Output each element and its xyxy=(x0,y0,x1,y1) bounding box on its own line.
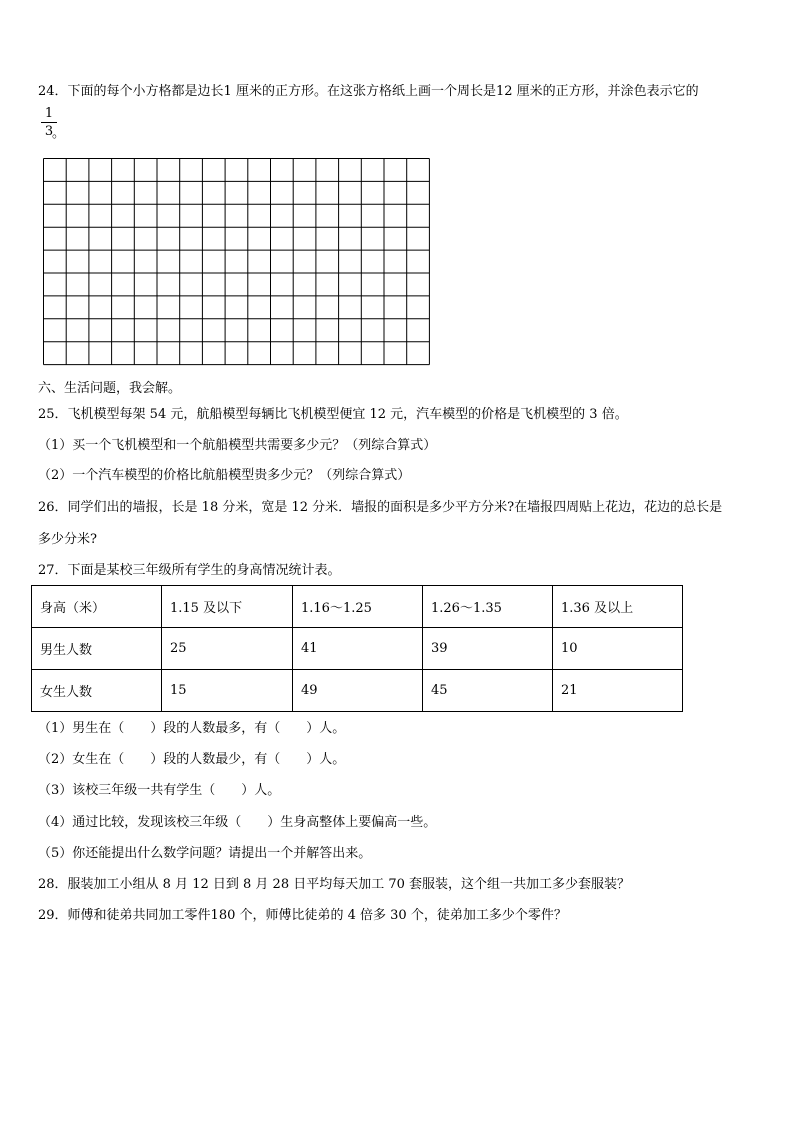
table-cell: 25 xyxy=(162,628,293,670)
height-statistics-table xyxy=(31,585,683,712)
q25-sub2: （2）一个汽车模型的价格比航船模型贵多少元？（列综合算式） xyxy=(38,468,411,483)
table-row xyxy=(32,628,683,670)
table-header-cell: 1.15 及以下 xyxy=(162,586,293,628)
table-cell: 49 xyxy=(293,670,423,712)
q27-sub4: （4）通过比较，发现该校三年级（ ）生身高整体上要偏高一些。 xyxy=(38,815,437,830)
table-cell: 男生人数 xyxy=(32,628,162,670)
q26-line1: 26．同学们出的墙报，长是 18 分米，宽是 12 分米．墙报的面积是多少平方分米?在墙报四周贴上花边，花边的总长是 xyxy=(38,500,723,515)
q27-intro: 27．下面是某校三年级所有学生的身高情况统计表。 xyxy=(38,563,341,578)
table-cell: 10 xyxy=(553,628,683,670)
q27-sub5: （5）你还能提出什么数学问题？请提出一个并解答出来。 xyxy=(38,846,372,861)
q24-text: 24．下面的每个小方格都是边长1 厘米的正方形。在这张方格纸上画一个周长是12 厘米的正方形，并涂色表示它的 xyxy=(38,84,699,99)
table-cell: 女生人数 xyxy=(32,670,162,712)
q25-text: 25．飞机模型每架 54 元，航船模型每辆比飞机模型便宜 12 元，汽车模型的价格是飞机模型的 3 倍。 xyxy=(38,407,628,422)
table-header-cell: 1.26～1.35 xyxy=(423,586,553,628)
q27-sub2: （2）女生在（ ）段的人数最少，有（ ）人。 xyxy=(38,752,346,767)
q27-sub3: （3）该校三年级一共有学生（ ）人。 xyxy=(38,783,281,798)
table-cell: 15 xyxy=(162,670,293,712)
square-grid-paper[interactable] xyxy=(43,158,431,369)
table-cell: 45 xyxy=(423,670,553,712)
fraction-suffix: 。 xyxy=(52,126,66,141)
table-row xyxy=(32,670,683,712)
table-cell: 39 xyxy=(423,628,553,670)
q25-sub1: （1）买一个飞机模型和一个航船模型共需要多少元？（列综合算式） xyxy=(38,438,437,453)
table-header-cell: 身高（米） xyxy=(32,586,162,628)
table-header-cell: 1.16～1.25 xyxy=(293,586,423,628)
q29-text: 29．师傅和徒弟共同加工零件180 个，师傅比徒弟的 4 倍多 30 个，徒弟加工多少个零件？ xyxy=(38,908,567,923)
q26-line2: 多少分米? xyxy=(38,532,97,547)
fraction-numerator: 1 xyxy=(44,106,54,121)
table-header-cell: 1.36 及以上 xyxy=(553,586,683,628)
table-cell: 21 xyxy=(553,670,683,712)
table-header-row xyxy=(32,586,683,628)
table-cell: 41 xyxy=(293,628,423,670)
fraction-denominator: 3 xyxy=(44,124,54,139)
fraction-one-third xyxy=(38,106,66,141)
q28-text: 28．服装加工小组从 8 月 12 日到 8 月 28 日平均每天加工 70 套服装，这个组一共加工多少套服装？ xyxy=(38,877,631,892)
q27-sub1: （1）男生在（ ）段的人数最多，有（ ）人。 xyxy=(38,721,346,736)
section-6-heading: 六、生活问题，我会解。 xyxy=(38,381,182,396)
